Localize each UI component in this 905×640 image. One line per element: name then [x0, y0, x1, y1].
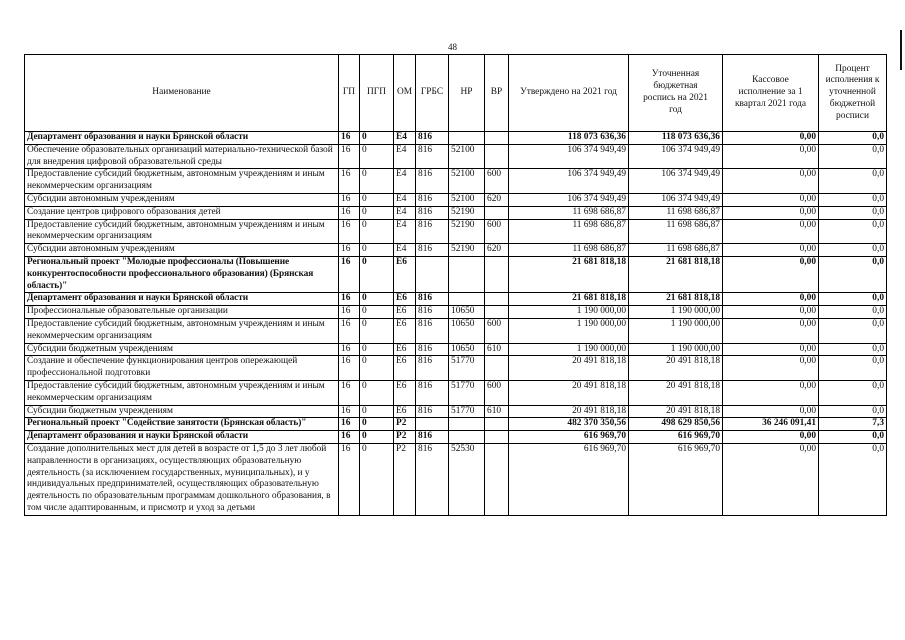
- row-revised-cell: 616 969,70: [629, 443, 723, 515]
- col-header-revised: Уточненная бюджетная роспись на 2021 год: [629, 55, 723, 132]
- table-row: [25, 293, 887, 306]
- table-row: [25, 418, 887, 431]
- row-approved-cell: 1 190 000,00: [509, 343, 629, 356]
- row-vr-cell: 620: [485, 244, 509, 257]
- row-name-cell: Предоставление субсидий бюджетным, автономным учреждениям и иным некоммерческим организациям: [25, 169, 339, 194]
- row-approved-cell: 20 491 818,18: [509, 356, 629, 381]
- row-revised-cell: 21 681 818,18: [629, 256, 723, 292]
- row-gp-cell: 16: [339, 206, 360, 219]
- row-ppgp-cell: 0: [360, 144, 394, 169]
- row-gp-cell: 16: [339, 318, 360, 343]
- row-percent-cell: 0,0: [819, 169, 887, 194]
- row-name-cell: Предоставление субсидий бюджетным, автономным учреждениям и иным некоммерческим организациям: [25, 219, 339, 244]
- row-approved-cell: 11 698 686,87: [509, 244, 629, 257]
- row-gp-cell: 16: [339, 380, 360, 405]
- col-header-vr: ВР: [485, 55, 509, 132]
- row-gp-cell: 16: [339, 405, 360, 418]
- table-row: [25, 306, 887, 319]
- row-grbs-cell: 816: [416, 306, 449, 319]
- row-vr-cell: [485, 132, 509, 145]
- row-ppgp-cell: 0: [360, 443, 394, 515]
- row-cash-cell: 0,00: [723, 380, 819, 405]
- row-np-cell: 51770: [449, 356, 485, 381]
- row-revised-cell: 20 491 818,18: [629, 380, 723, 405]
- table-header-row: [25, 55, 887, 132]
- row-name-cell: Субсидии автономным учреждениям: [25, 193, 339, 206]
- row-om-cell: E6: [394, 306, 416, 319]
- row-ppgp-cell: 0: [360, 244, 394, 257]
- row-percent-cell: 0,0: [819, 293, 887, 306]
- row-percent-cell: 0,0: [819, 318, 887, 343]
- row-approved-cell: 616 969,70: [509, 431, 629, 444]
- row-approved-cell: 21 681 818,18: [509, 293, 629, 306]
- row-om-cell: E4: [394, 193, 416, 206]
- row-cash-cell: 0,00: [723, 144, 819, 169]
- row-np-cell: [449, 132, 485, 145]
- row-grbs-cell: 816: [416, 380, 449, 405]
- row-np-cell: [449, 256, 485, 292]
- row-ppgp-cell: 0: [360, 418, 394, 431]
- row-name-cell: Субсидии автономным учреждениям: [25, 244, 339, 257]
- row-np-cell: 10650: [449, 306, 485, 319]
- row-approved-cell: 106 374 949,49: [509, 193, 629, 206]
- row-name-cell: Департамент образования и науки Брянской области: [25, 132, 339, 145]
- table-row: [25, 144, 887, 169]
- row-percent-cell: 0,0: [819, 343, 887, 356]
- row-name-cell: Департамент образования и науки Брянской области: [25, 293, 339, 306]
- row-grbs-cell: 816: [416, 318, 449, 343]
- row-grbs-cell: 816: [416, 193, 449, 206]
- row-grbs-cell: 816: [416, 405, 449, 418]
- col-header-percent: Процент исполнения к уточненной бюджетной росписи: [819, 55, 887, 132]
- col-header-cash: Кассовое исполнение за 1 квартал 2021 года: [723, 55, 819, 132]
- row-om-cell: P2: [394, 431, 416, 444]
- table-row: [25, 356, 887, 381]
- row-vr-cell: 600: [485, 219, 509, 244]
- table-row: [25, 343, 887, 356]
- row-approved-cell: 106 374 949,49: [509, 144, 629, 169]
- row-gp-cell: 16: [339, 193, 360, 206]
- row-vr-cell: [485, 256, 509, 292]
- row-vr-cell: 600: [485, 380, 509, 405]
- row-vr-cell: [485, 356, 509, 381]
- row-grbs-cell: [416, 256, 449, 292]
- row-om-cell: E6: [394, 380, 416, 405]
- row-approved-cell: 616 969,70: [509, 443, 629, 515]
- row-om-cell: E6: [394, 343, 416, 356]
- row-ppgp-cell: 0: [360, 380, 394, 405]
- table-row: [25, 169, 887, 194]
- row-np-cell: 52100: [449, 144, 485, 169]
- row-revised-cell: 1 190 000,00: [629, 306, 723, 319]
- row-gp-cell: 16: [339, 219, 360, 244]
- row-vr-cell: 610: [485, 405, 509, 418]
- table-row: [25, 256, 887, 292]
- row-np-cell: 52100: [449, 169, 485, 194]
- row-grbs-cell: 816: [416, 431, 449, 444]
- row-vr-cell: 600: [485, 318, 509, 343]
- budget-table: [24, 54, 887, 516]
- col-header-np: НР: [449, 55, 485, 132]
- row-cash-cell: 0,00: [723, 132, 819, 145]
- col-header-name: Наименование: [25, 55, 339, 132]
- row-om-cell: E6: [394, 256, 416, 292]
- row-np-cell: [449, 431, 485, 444]
- row-approved-cell: 20 491 818,18: [509, 380, 629, 405]
- row-percent-cell: 0,0: [819, 405, 887, 418]
- row-vr-cell: [485, 144, 509, 169]
- row-np-cell: [449, 293, 485, 306]
- row-approved-cell: 482 370 350,56: [509, 418, 629, 431]
- row-om-cell: E4: [394, 132, 416, 145]
- row-grbs-cell: 816: [416, 144, 449, 169]
- row-percent-cell: 0,0: [819, 193, 887, 206]
- row-grbs-cell: 816: [416, 244, 449, 257]
- row-cash-cell: 0,00: [723, 443, 819, 515]
- row-gp-cell: 16: [339, 244, 360, 257]
- row-approved-cell: 20 491 818,18: [509, 405, 629, 418]
- row-gp-cell: 16: [339, 418, 360, 431]
- row-percent-cell: 0,0: [819, 144, 887, 169]
- row-vr-cell: [485, 443, 509, 515]
- col-header-ppgp: ПГП: [360, 55, 394, 132]
- row-ppgp-cell: 0: [360, 293, 394, 306]
- row-percent-cell: 0,0: [819, 132, 887, 145]
- row-om-cell: E6: [394, 356, 416, 381]
- row-np-cell: 10650: [449, 318, 485, 343]
- row-approved-cell: 106 374 949,49: [509, 169, 629, 194]
- row-name-cell: Обеспечение образовательных организаций материально-технической базой для внедрения цифровой образовательной среды: [25, 144, 339, 169]
- row-ppgp-cell: 0: [360, 343, 394, 356]
- row-revised-cell: 20 491 818,18: [629, 405, 723, 418]
- row-np-cell: 52100: [449, 193, 485, 206]
- row-om-cell: P2: [394, 443, 416, 515]
- row-cash-cell: 0,00: [723, 343, 819, 356]
- row-grbs-cell: [416, 418, 449, 431]
- row-cash-cell: 0,00: [723, 405, 819, 418]
- page-number: 48: [448, 42, 457, 52]
- row-np-cell: 52190: [449, 219, 485, 244]
- row-revised-cell: 1 190 000,00: [629, 318, 723, 343]
- row-grbs-cell: 816: [416, 293, 449, 306]
- row-name-cell: Региональный проект "Молодые профессионалы (Повышение конкурентоспособности профессионального образования) (Брянская область)": [25, 256, 339, 292]
- row-name-cell: Региональный проект "Содействие занятости (Брянская область)": [25, 418, 339, 431]
- row-revised-cell: 1 190 000,00: [629, 343, 723, 356]
- row-ppgp-cell: 0: [360, 132, 394, 145]
- row-percent-cell: 0,0: [819, 380, 887, 405]
- row-grbs-cell: 816: [416, 343, 449, 356]
- row-cash-cell: 0,00: [723, 431, 819, 444]
- row-percent-cell: 0,0: [819, 431, 887, 444]
- row-grbs-cell: 816: [416, 219, 449, 244]
- row-np-cell: 52530: [449, 443, 485, 515]
- row-om-cell: E6: [394, 318, 416, 343]
- row-approved-cell: 11 698 686,87: [509, 206, 629, 219]
- table-row: [25, 380, 887, 405]
- row-revised-cell: 11 698 686,87: [629, 219, 723, 244]
- table-row: [25, 132, 887, 145]
- row-percent-cell: 0,0: [819, 206, 887, 219]
- row-np-cell: [449, 418, 485, 431]
- row-vr-cell: [485, 418, 509, 431]
- row-om-cell: E4: [394, 144, 416, 169]
- row-revised-cell: 106 374 949,49: [629, 169, 723, 194]
- row-revised-cell: 616 969,70: [629, 431, 723, 444]
- row-revised-cell: 21 681 818,18: [629, 293, 723, 306]
- col-header-om: ОМ: [394, 55, 416, 132]
- row-vr-cell: [485, 431, 509, 444]
- row-np-cell: 51770: [449, 405, 485, 418]
- row-ppgp-cell: 0: [360, 169, 394, 194]
- row-name-cell: Субсидии бюджетным учреждениям: [25, 405, 339, 418]
- row-gp-cell: 16: [339, 431, 360, 444]
- row-name-cell: Субсидии бюджетным учреждениям: [25, 343, 339, 356]
- row-om-cell: E4: [394, 169, 416, 194]
- row-revised-cell: 20 491 818,18: [629, 356, 723, 381]
- table-row: [25, 219, 887, 244]
- row-ppgp-cell: 0: [360, 193, 394, 206]
- row-vr-cell: 600: [485, 169, 509, 194]
- row-percent-cell: 0,0: [819, 306, 887, 319]
- row-percent-cell: 7,3: [819, 418, 887, 431]
- row-cash-cell: 0,00: [723, 206, 819, 219]
- row-ppgp-cell: 0: [360, 431, 394, 444]
- row-ppgp-cell: 0: [360, 356, 394, 381]
- row-gp-cell: 16: [339, 443, 360, 515]
- table-row: [25, 244, 887, 257]
- row-name-cell: Создание дополнительных мест для детей в возрасте от 1,5 до 3 лет любой направленности в организациях, осуществляющих образовательную деятельность (за исключением государственных, муниципальных), и у индивидуальных предпринимателей, осуществляющих образовательную деятельность по образовательным программам дошкольного образования, в том числе адаптированным, и присмотр и уход за детьми: [25, 443, 339, 515]
- row-cash-cell: 0,00: [723, 219, 819, 244]
- row-name-cell: Создание и обеспечение функционирования центров опережающей профессиональной подготовки: [25, 356, 339, 381]
- row-percent-cell: 0,0: [819, 443, 887, 515]
- row-vr-cell: 610: [485, 343, 509, 356]
- row-cash-cell: 0,00: [723, 169, 819, 194]
- row-name-cell: Профессиональные образовательные организации: [25, 306, 339, 319]
- row-om-cell: E6: [394, 293, 416, 306]
- row-gp-cell: 16: [339, 169, 360, 194]
- row-cash-cell: 0,00: [723, 356, 819, 381]
- row-revised-cell: 498 629 850,56: [629, 418, 723, 431]
- row-np-cell: 10650: [449, 343, 485, 356]
- row-gp-cell: 16: [339, 293, 360, 306]
- row-om-cell: P2: [394, 418, 416, 431]
- table-row: [25, 431, 887, 444]
- row-cash-cell: 0,00: [723, 318, 819, 343]
- row-revised-cell: 11 698 686,87: [629, 244, 723, 257]
- row-grbs-cell: 816: [416, 206, 449, 219]
- row-vr-cell: [485, 206, 509, 219]
- row-grbs-cell: 816: [416, 132, 449, 145]
- row-grbs-cell: 816: [416, 443, 449, 515]
- row-percent-cell: 0,0: [819, 256, 887, 292]
- row-ppgp-cell: 0: [360, 318, 394, 343]
- col-header-gp: ГП: [339, 55, 360, 132]
- row-vr-cell: 620: [485, 193, 509, 206]
- row-om-cell: E4: [394, 219, 416, 244]
- row-ppgp-cell: 0: [360, 405, 394, 418]
- row-gp-cell: 16: [339, 343, 360, 356]
- row-ppgp-cell: 0: [360, 306, 394, 319]
- row-np-cell: 52190: [449, 206, 485, 219]
- row-cash-cell: 0,00: [723, 193, 819, 206]
- col-header-approved: Утверждено на 2021 год: [509, 55, 629, 132]
- row-gp-cell: 16: [339, 144, 360, 169]
- table-body: [25, 132, 887, 516]
- row-name-cell: Департамент образования и науки Брянской области: [25, 431, 339, 444]
- row-gp-cell: 16: [339, 306, 360, 319]
- row-om-cell: E4: [394, 206, 416, 219]
- row-name-cell: Создание центров цифрового образования детей: [25, 206, 339, 219]
- table-row: [25, 318, 887, 343]
- row-ppgp-cell: 0: [360, 219, 394, 244]
- row-approved-cell: 1 190 000,00: [509, 318, 629, 343]
- col-header-grbs: ГРБС: [416, 55, 449, 132]
- row-revised-cell: 118 073 636,36: [629, 132, 723, 145]
- row-grbs-cell: 816: [416, 169, 449, 194]
- row-vr-cell: [485, 306, 509, 319]
- row-revised-cell: 11 698 686,87: [629, 206, 723, 219]
- row-np-cell: 52190: [449, 244, 485, 257]
- row-percent-cell: 0,0: [819, 244, 887, 257]
- row-ppgp-cell: 0: [360, 206, 394, 219]
- margin-rule: [900, 30, 902, 70]
- row-gp-cell: 16: [339, 356, 360, 381]
- row-cash-cell: 0,00: [723, 306, 819, 319]
- row-revised-cell: 106 374 949,49: [629, 144, 723, 169]
- row-approved-cell: 118 073 636,36: [509, 132, 629, 145]
- row-name-cell: Предоставление субсидий бюджетным, автономным учреждениям и иным некоммерческим организациям: [25, 380, 339, 405]
- row-ppgp-cell: 0: [360, 256, 394, 292]
- table-row: [25, 193, 887, 206]
- row-approved-cell: 21 681 818,18: [509, 256, 629, 292]
- row-np-cell: 51770: [449, 380, 485, 405]
- row-om-cell: E6: [394, 405, 416, 418]
- row-gp-cell: 16: [339, 256, 360, 292]
- row-grbs-cell: 816: [416, 356, 449, 381]
- row-gp-cell: 16: [339, 132, 360, 145]
- row-revised-cell: 106 374 949,49: [629, 193, 723, 206]
- row-percent-cell: 0,0: [819, 356, 887, 381]
- row-approved-cell: 1 190 000,00: [509, 306, 629, 319]
- table-row: [25, 206, 887, 219]
- row-cash-cell: 36 246 091,41: [723, 418, 819, 431]
- table-row: [25, 405, 887, 418]
- row-name-cell: Предоставление субсидий бюджетным, автономным учреждениям и иным некоммерческим организациям: [25, 318, 339, 343]
- row-approved-cell: 11 698 686,87: [509, 219, 629, 244]
- table-row: [25, 443, 887, 515]
- row-cash-cell: 0,00: [723, 293, 819, 306]
- row-vr-cell: [485, 293, 509, 306]
- row-cash-cell: 0,00: [723, 256, 819, 292]
- row-om-cell: E4: [394, 244, 416, 257]
- row-cash-cell: 0,00: [723, 244, 819, 257]
- row-percent-cell: 0,0: [819, 219, 887, 244]
